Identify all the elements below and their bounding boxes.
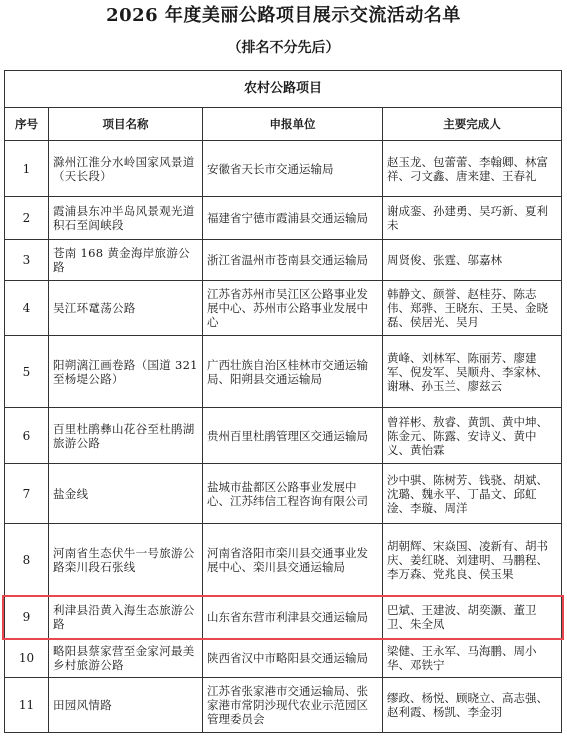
table-row — [5, 336, 562, 408]
table-row — [5, 464, 562, 524]
project-name: 盐金线 — [49, 464, 203, 524]
project-name: 滁州江淮分水岭国家风景道（天长段） — [49, 141, 203, 197]
applicant-unit: 浙江省温州市苍南县交通运输局 — [203, 240, 383, 281]
project-name: 田园风情路 — [49, 678, 203, 733]
main-contributors: 韩静文、颜誉、赵桂芬、陈志伟、郑骅、王晓东、王昊、金晓磊、侯居光、吴月 — [383, 281, 562, 336]
row-number: 4 — [5, 281, 49, 336]
applicant-unit: 广西壮族自治区桂林市交通运输局、阳朔县交通运输局 — [203, 336, 383, 408]
row-number: 3 — [5, 240, 49, 281]
row-number: 11 — [5, 678, 49, 733]
project-name: 霞浦县东冲半岛风景观光道积石至闾峡段 — [49, 197, 203, 240]
table-row — [5, 281, 562, 336]
row-number: 9 — [5, 596, 49, 639]
table-row — [5, 197, 562, 240]
row-number: 7 — [5, 464, 49, 524]
applicant-unit: 安徽省天长市交通运输局 — [203, 141, 383, 197]
project-name: 略阳县蔡家营至金家河最美乡村旅游公路 — [49, 639, 203, 678]
section-title: 农村公路项目 — [5, 71, 562, 108]
main-contributors: 黄峰、刘林军、陈丽芳、廖建军、倪发军、吴顺舟、李家林、谢琳、孙玉兰、廖兹云 — [383, 336, 562, 408]
project-name: 苍南 168 黄金海岸旅游公路 — [49, 240, 203, 281]
table-row — [5, 240, 562, 281]
row-number: 6 — [5, 408, 49, 464]
applicant-unit: 福建省宁德市霞浦县交通运输局 — [203, 197, 383, 240]
project-name: 百里杜鹃彝山花谷至杜鹃湖旅游公路 — [49, 408, 203, 464]
table-row — [5, 678, 562, 733]
document-subtitle: （排名不分先后） — [227, 40, 340, 56]
project-name: 河南省生态伏牛一号旅游公路栾川段石张线 — [49, 524, 203, 596]
row-number: 8 — [5, 524, 49, 596]
header-unit: 申报单位 — [203, 108, 383, 141]
applicant-unit: 河南省洛阳市栾川县交通事业发展中心、栾川县交通运输局 — [203, 524, 383, 596]
main-contributors: 梁健、王永军、马海鹏、周小华、邓铁宁 — [383, 639, 562, 678]
header-no: 序号 — [5, 108, 49, 141]
applicant-unit: 山东省东营市利津县交通运输局 — [203, 596, 383, 639]
table-row — [5, 596, 562, 639]
main-contributors: 缪政、杨悦、顾晓立、高志强、赵利霞、杨凯、李金羽 — [383, 678, 562, 733]
table-row — [5, 524, 562, 596]
main-contributors: 曾祥彬、敖睿、黄凯、黄中坤、陈金元、陈露、安诗义、黄中义、黄怡霖 — [383, 408, 562, 464]
project-table — [4, 70, 562, 733]
project-name: 吴江环鼋荡公路 — [49, 281, 203, 336]
row-number: 5 — [5, 336, 49, 408]
header-name: 项目名称 — [49, 108, 203, 141]
applicant-unit: 盐城市盐都区公路事业发展中心、江苏纬信工程咨询有限公司 — [203, 464, 383, 524]
main-contributors: 巴斌、王建波、胡奕灏、董卫卫、朱全凤 — [383, 596, 562, 639]
applicant-unit: 江苏省张家港市交通运输局、张家港市常阴沙现代农业示范园区管理委员会 — [203, 678, 383, 733]
project-name: 阳朔漓江画卷路（国道 321 至杨堤公路） — [49, 336, 203, 408]
header-people: 主要完成人 — [383, 108, 562, 141]
row-number: 2 — [5, 197, 49, 240]
section-row — [5, 71, 562, 108]
table-row — [5, 639, 562, 678]
applicant-unit: 陕西省汉中市略阳县交通运输局 — [203, 639, 383, 678]
table-row — [5, 408, 562, 464]
main-contributors: 谢成銮、孙建勇、吴巧新、夏利未 — [383, 197, 562, 240]
document-title: 2026 年度美丽公路项目展示交流活动名单 — [106, 5, 461, 26]
main-contributors: 赵玉龙、包蕾蕾、李翰卿、林富祥、刁文鑫、唐来建、王春礼 — [383, 141, 562, 197]
header-row — [5, 108, 562, 141]
table-row — [5, 141, 562, 197]
project-name: 利津县沿黄入海生态旅游公路 — [49, 596, 203, 639]
applicant-unit: 贵州百里杜鹃管理区交通运输局 — [203, 408, 383, 464]
main-contributors: 周贤俊、张霆、邬嘉林 — [383, 240, 562, 281]
row-number: 1 — [5, 141, 49, 197]
applicant-unit: 江苏省苏州市吴江区公路事业发展中心、苏州市公路事业发展中心 — [203, 281, 383, 336]
main-contributors: 胡朝辉、宋焱国、凌新有、胡书庆、姜红晓、刘建明、马鹏程、李万森、党兆良、侯玉果 — [383, 524, 562, 596]
row-number: 10 — [5, 639, 49, 678]
main-contributors: 沙中骐、陈树芳、钱骁、胡斌、沈璐、魏永平、丁晶文、邱虹淦、李璇、周洋 — [383, 464, 562, 524]
